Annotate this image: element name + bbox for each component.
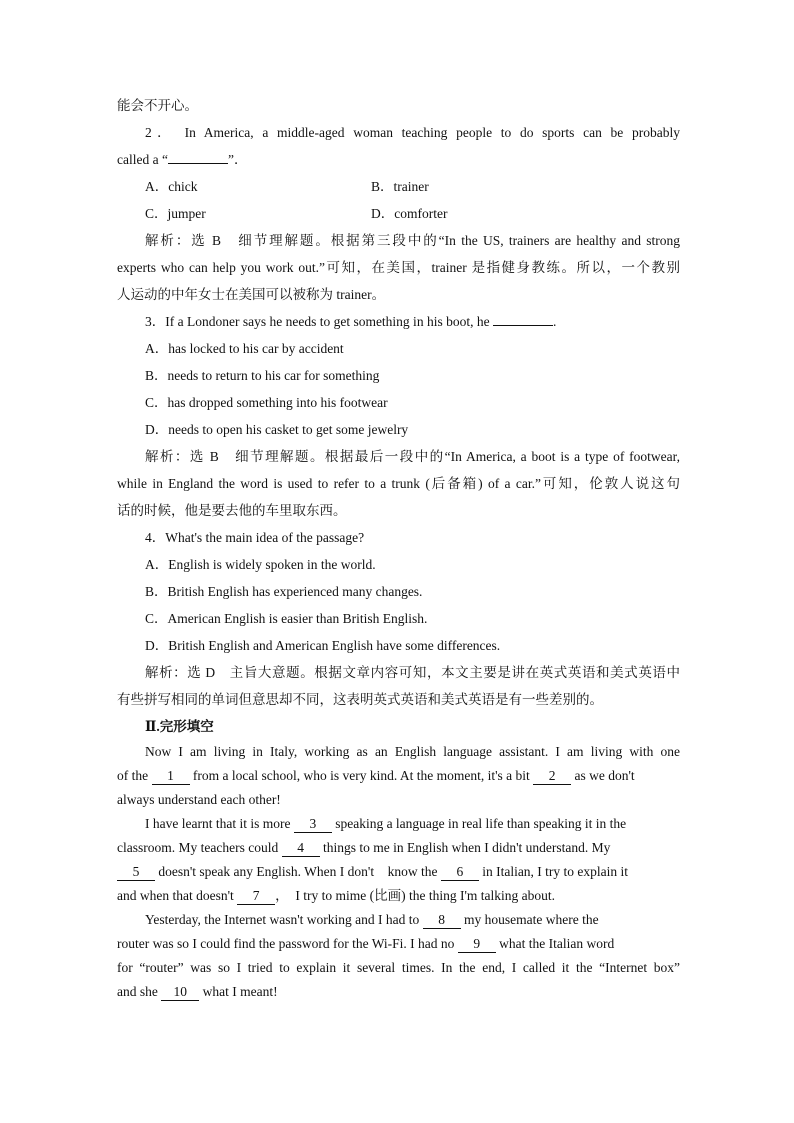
q2-option-a: A．chick	[145, 179, 198, 194]
q3-option-d: D．needs to open his casket to get some jewelry	[145, 422, 409, 437]
q4-option-a: A．English is widely spoken in the world.	[145, 557, 376, 572]
q3-option-c: C．has dropped something into his footwear	[145, 395, 388, 410]
cloze-blank-5: 5	[117, 864, 155, 881]
cloze-p2-line4: and when that doesn't 7 ， I try to mime (比画) the thing I'm talking about.	[117, 888, 556, 903]
cloze-p2-line3: 5 doesn't speak any English. When I don't know the 6 in Italian, I try to explain it	[117, 860, 680, 884]
cloze-blank-6: 6	[441, 864, 479, 881]
cloze-passage	[117, 740, 680, 1004]
answer-blank	[493, 309, 553, 326]
q2-options-row2	[117, 200, 680, 227]
cloze-blank-2: 2	[533, 768, 571, 785]
q2-stem-line2: called a “ ”．	[117, 146, 680, 173]
worksheet-page	[117, 92, 680, 1004]
answer-blank	[168, 147, 228, 164]
q2-analysis-line1: 解析：选 B 细节理解题。根据第三段中的“In the US, trainers are healthy and strong	[145, 233, 680, 248]
q2-analysis-line2: experts who can help you work out.”可知，在美国，trainer 是指健身教练。所以，一个教别	[117, 260, 680, 275]
q2-option-b: B．trainer	[371, 179, 429, 194]
cloze-p1-line2: of the 1 from a local school, who is very kind. At the moment, it's a bit 2 as we don't	[117, 768, 635, 783]
cloze-p3-line1: Yesterday, the Internet wasn't working and I had to 8 my housemate where the	[145, 912, 599, 927]
q4-option-c: C．American English is easier than British English.	[145, 611, 428, 626]
q4-option-b: B．British English has experienced many changes.	[145, 584, 423, 599]
q3-analysis-line1: 解析：选 B 细节理解题。根据最后一段中的“In America, a boot is a type of footwear,	[145, 449, 680, 464]
section-title: Ⅱ.完形填空	[145, 719, 214, 734]
q3-analysis-line3: 话的时候，他是要去他的车里取东西。	[117, 503, 347, 518]
q3-stem: 3．If a Londoner says he needs to get something in his boot, he .	[117, 308, 680, 335]
cloze-blank-8: 8	[423, 912, 461, 929]
cloze-p1-line3: always understand each other!	[117, 792, 281, 807]
cloze-p2-line2: classroom. My teachers could 4 things to me in English when I didn't understand. My	[117, 840, 611, 855]
intro-tail: 能会不开心。	[117, 98, 198, 113]
cloze-p3-line2: router was so I could find the password for the Wi-Fi. I had no 9 what the Italian word	[117, 936, 615, 951]
q4-stem: 4．What's the main idea of the passage?	[145, 530, 365, 545]
q2-option-d: D．comforter	[371, 206, 448, 221]
cloze-blank-10: 10	[161, 984, 199, 1001]
q2-analysis-line3: 人运动的中年女士在美国可以被称为 trainer。	[117, 287, 386, 302]
cloze-blank-1: 1	[152, 768, 190, 785]
cloze-blank-9: 9	[458, 936, 496, 953]
cloze-blank-4: 4	[282, 840, 320, 857]
q2-options-row1	[117, 173, 680, 200]
cloze-p3-line4: and she 10 what I meant!	[117, 984, 278, 999]
cloze-p3-line3: for “router” was so I tried to explain it several times. In the end, I called it the “Internet box”	[117, 960, 680, 975]
cloze-blank-7: 7	[237, 888, 275, 905]
q3-option-b: B．needs to return to his car for something	[145, 368, 380, 383]
q3-option-a: A．has locked to his car by accident	[145, 341, 344, 356]
cloze-p1-line1: Now I am living in Italy, working as an English language assistant. I am living with one	[145, 744, 680, 759]
q4-analysis-line2: 有些拼写相同的单词但意思却不同，这表明英式英语和美式英语是有一些差别的。	[117, 692, 603, 707]
q2-stem-line1: 2． In America, a middle-aged woman teaching people to do sports can be probably	[145, 125, 680, 140]
q3-analysis-line2: while in England the word is used to refer to a trunk (后备箱) of a car.”可知，伦敦人说这句	[117, 476, 680, 491]
q4-option-d: D．British English and American English have some differences.	[145, 638, 501, 653]
cloze-blank-3: 3	[294, 816, 332, 833]
cloze-p2-line1: I have learnt that it is more 3 speaking a language in real life than speaking it in the	[145, 816, 627, 831]
q2-option-c: C．jumper	[145, 206, 206, 221]
q4-analysis-line1: 解析：选 D 主旨大意题。根据文章内容可知，本文主要是讲在英式英语和美式英语中	[145, 665, 680, 680]
